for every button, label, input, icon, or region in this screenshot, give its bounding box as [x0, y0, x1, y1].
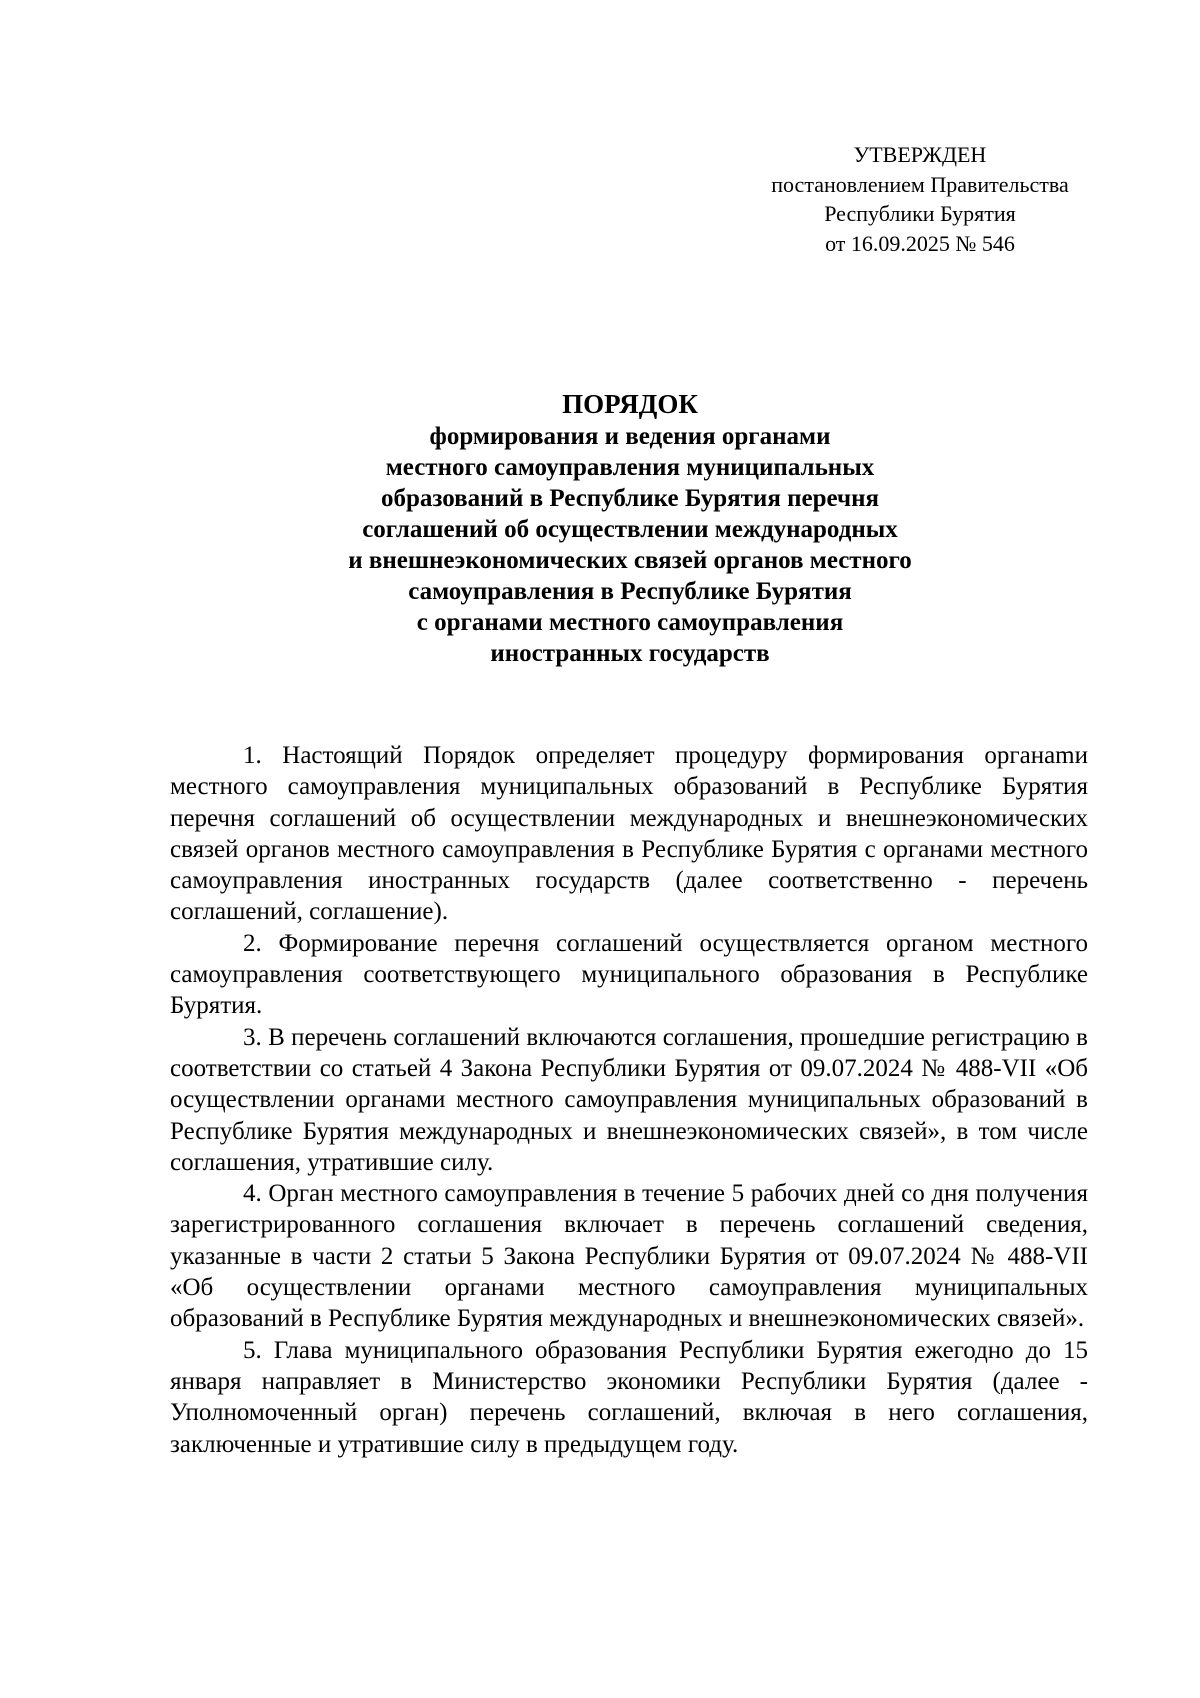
- paragraph-4: 4. Орган местного самоуправления в течение 5 рабочих дней со дня получения зарегистрированного соглашения включает в перечень соглашений сведения, указанные в части 2 статьи 5 Закона Республики Бурятия от 09.07.2024 № 488-VII «Об осуществлении органами местного самоуправления муниципальных образований в Республике Бурятия международных и внешнеэкономических связей».: [170, 1180, 1088, 1333]
- title-line: самоуправления в Республике Бурятия: [408, 578, 852, 605]
- title-line: формирования и ведения органами: [429, 423, 831, 450]
- title-line: образований в Республике Бурятия перечня: [380, 485, 880, 512]
- title-line: иностранных государств: [490, 640, 770, 667]
- title-line: местного самоуправления муниципальных: [385, 454, 875, 481]
- paragraph-3: 3. В перечень соглашений включаются соглашения, прошедшие регистрацию в соответствии со статьей 4 Закона Республики Бурятия от 09.07.2024 № 488-VII «Об осуществлении органами местного самоуправления муниципальных образований в Республике Бурятия международных и внешнеэкономических связей», в том числе соглашения, утратившие силу.: [170, 1023, 1088, 1176]
- document-title: [260, 387, 1000, 669]
- approval-republic: Республики Бурятия: [824, 201, 1016, 226]
- approval-stamp: [745, 140, 1095, 258]
- title-line: соглашений об осуществлении международных: [362, 516, 898, 543]
- approval-date-number: от 16.09.2025 № 546: [825, 230, 1015, 256]
- paragraph-1: 1. Настоящий Порядок определяет процедуру формирования органаmи местного самоуправления муниципальных образований в Республике Бурятия перечня соглашений об осуществлении международных и внешнеэкономических связей органов местного самоуправления в Республике Бурятия с органами местного самоуправления иностранных государств (далее соответственно - перечень соглашений, соглашение).: [170, 742, 1088, 926]
- paragraph-2: 2. Формирование перечня соглашений осуществляется органом местного самоуправления соответствующего муниципального образования в Республике Бурятия.: [170, 929, 1088, 1020]
- title-heading: ПОРЯДОК: [562, 389, 698, 419]
- title-line: и внешнеэкономических связей органов местного: [348, 547, 912, 574]
- paragraph-5: 5. Глава муниципального образования Республики Бурятия ежегодно до 15 января направляет в Министерство экономики Республики Бурятия (далее - Уполномоченный орган) перечень соглашений, включая в него соглашения, заключенные и утратившие силу в предыдущем году.: [170, 1336, 1088, 1458]
- title-line: с органами местного самоуправления: [416, 609, 844, 636]
- approval-authority: постановлением Правительства: [771, 171, 1069, 197]
- document-body: [170, 740, 1088, 1460]
- approval-status: УТВЕРЖДЕН: [853, 142, 987, 167]
